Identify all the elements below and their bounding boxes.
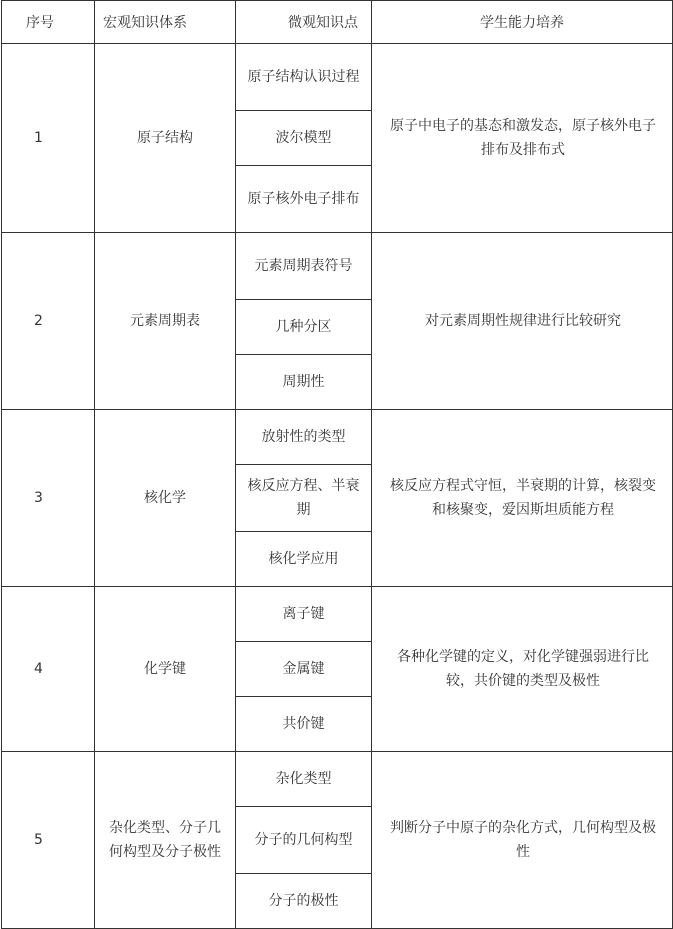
row-seq: 4 (2, 587, 95, 752)
row-seq: 1 (2, 44, 95, 233)
row-micro-point: 分子的几何构型 (236, 807, 372, 874)
row-macro: 原子结构 (95, 44, 236, 233)
row-micro-point: 金属键 (236, 642, 372, 697)
row-micro-point: 放射性的类型 (236, 410, 372, 465)
row-seq: 2 (2, 233, 95, 410)
row-ability: 核反应方程式守恒，半衰期的计算，核裂变和核聚变，爱因斯坦质能方程 (372, 410, 673, 587)
knowledge-table (1, 0, 673, 929)
row-macro: 化学键 (95, 587, 236, 752)
table-row (2, 44, 673, 111)
table-row (2, 233, 673, 300)
table-row (2, 587, 673, 642)
row-ability: 原子中电子的基态和激发态，原子核外电子排布及排布式 (372, 44, 673, 233)
row-macro: 核化学 (95, 410, 236, 587)
header-seq: 序号 (2, 1, 95, 44)
row-micro-point: 核化学应用 (236, 532, 372, 587)
row-seq: 3 (2, 410, 95, 587)
row-ability: 判断分子中原子的杂化方式，几何构型及极性 (372, 752, 673, 929)
table-row (2, 410, 673, 465)
row-micro-point: 波尔模型 (236, 111, 372, 166)
row-ability: 对元素周期性规律进行比较研究 (372, 233, 673, 410)
row-macro: 元素周期表 (95, 233, 236, 410)
row-micro-point: 几种分区 (236, 300, 372, 355)
row-micro-point: 原子结构认识过程 (236, 44, 372, 111)
header-micro-points: 微观知识点 (236, 1, 372, 44)
row-micro-point: 元素周期表符号 (236, 233, 372, 300)
row-micro-point: 杂化类型 (236, 752, 372, 807)
row-micro-point: 分子的极性 (236, 874, 372, 929)
header-row (2, 1, 673, 44)
header-ability: 学生能力培养 (372, 1, 673, 44)
row-micro-point: 离子键 (236, 587, 372, 642)
row-micro-point: 共价键 (236, 697, 372, 752)
row-micro-point: 周期性 (236, 355, 372, 410)
row-macro: 杂化类型、分子几何构型及分子极性 (95, 752, 236, 929)
row-seq: 5 (2, 752, 95, 929)
row-micro-point: 原子核外电子排布 (236, 166, 372, 233)
row-micro-point: 核反应方程、半衰期 (236, 465, 372, 532)
header-macro-system: 宏观知识体系 (95, 1, 236, 44)
row-ability: 各种化学键的定义，对化学键强弱进行比较，共价键的类型及极性 (372, 587, 673, 752)
table-row (2, 752, 673, 807)
